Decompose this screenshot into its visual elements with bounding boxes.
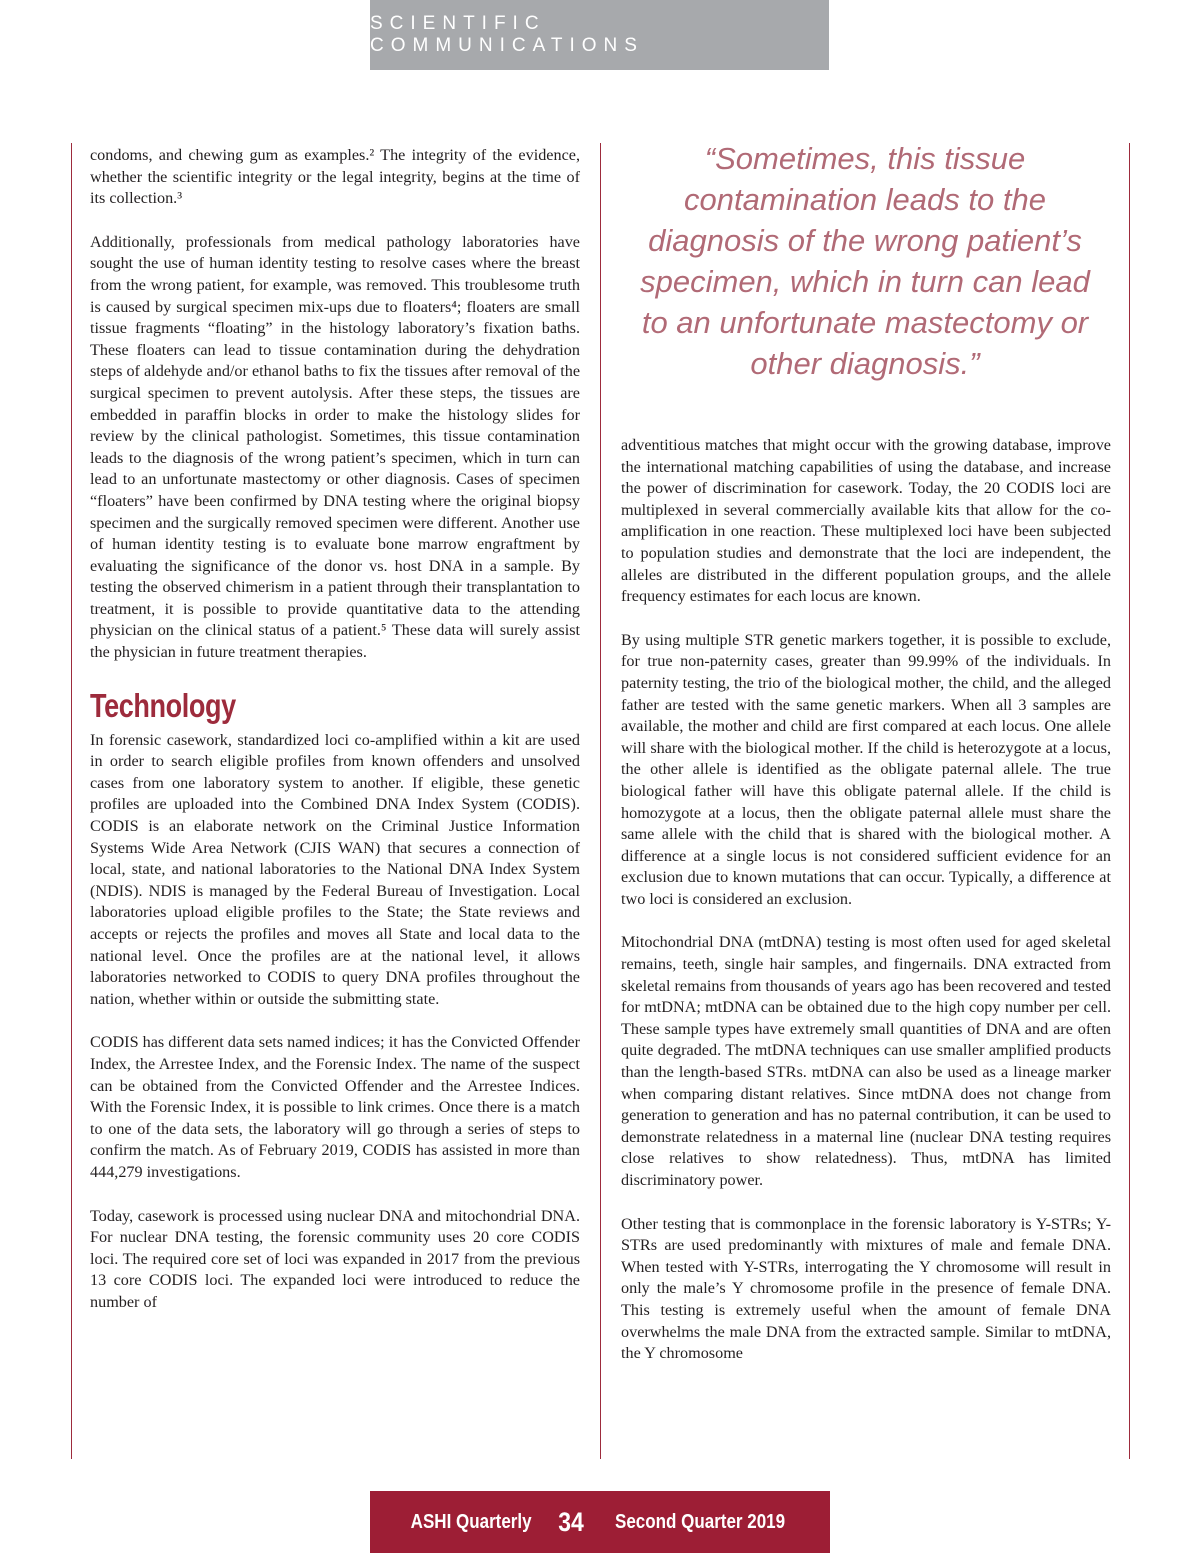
page-footer <box>370 1491 830 1553</box>
paragraph: In forensic casework, standardized loci co-amplified within a kit are used in order to search eligible profiles from known offenders and unsolved cases from one laboratory system to another. If eligible, these genetic profiles are uploaded into the Combined DNA Index System (CODIS). CODIS is an elaborate network on the Criminal Justice Information Systems Wide Area Network (CJIS WAN) that secures a connection of local, state, and national laboratories to the National DNA Index System (NDIS). NDIS is managed by the Federal Bureau of Investigation. Local laboratories upload eligible profiles to the State; the State reviews and accepts or rejects the profiles and moves all State and local data to the national level. Once the profiles are at the national level, it allows laboratories networked to CODIS to query DNA profiles throughout the nation, whether within or outside the submitting state. <box>90 730 580 1008</box>
pull-quote: “Sometimes, this tissue contamination leads to the diagnosis of the wrong patient’s specimen, which in turn can lead to an unfortunate mastectomy or other diagnosis.” <box>640 141 1090 381</box>
issue-date: Second Quarter 2019 <box>615 1510 786 1533</box>
paragraph: Today, casework is processed using nuclear DNA and mitochondrial DNA. For nuclear DNA testing, the forensic community uses 20 core CODIS loci. The required core set of loci was expanded in 2017 from the previous 13 core CODIS loci. The expanded loci were introduced to reduce the number of <box>90 1206 580 1311</box>
center-column-rule <box>600 143 601 1459</box>
paragraph: Mitochondrial DNA (mtDNA) testing is most often used for aged skeletal remains, teeth, single hair samples, and fingernails. DNA extracted from skeletal remains from thousands of years ago has been recovered and tested for mtDNA; mtDNA can be obtained due to the high copy number per cell. These sample types have extremely small quantities of DNA and are often quite degraded. The mtDNA techniques can use smaller amplified products than the length-based STRs. mtDNA can also be used as a lineage marker when comparing distant relatives. Since mtDNA does not change from generation to generation and has no paternal contribution, it can be used to demonstrate relatedness in a maternal line (nuclear DNA testing requires close relatives to show relatedness). Thus, mtDNA has limited discriminatory power. <box>621 933 1111 1189</box>
section-heading: Technology <box>90 686 236 724</box>
right-column-rule <box>1129 143 1130 1459</box>
paragraph: By using multiple STR genetic markers together, it is possible to exclude, for true non-paternity cases, greater than 99.99% of the individuals. In paternity testing, the trio of the biological mother, the child, and the alleged father are tested with the same genetic markers. When all 3 samples are available, the mother and child are first compared at each locus. One allele will share with the biological mother. If the child is heterozygote at a locus, the other allele is identified as the obligate paternal allele. The true biological father will have this obligate paternal allele. If the child is homozygote at a locus, then the obligate paternal allele must share the same allele with the child that is shared with the biological mother. A difference at a single locus is not considered sufficient evidence for an exclusion due to known mutations that can occur. Typically, a difference at two loci is considered an exclusion. <box>621 630 1111 908</box>
paragraph: Additionally, professionals from medical pathology laboratories have sought the use of human identity testing to resolve cases where the breast from the wrong patient, for example, was removed. This troublesome truth is caused by surgical specimen mix-ups due to floaters⁴; floaters are small tissue fragments “floating” in the histology laboratory’s fixation baths. These floaters can lead to tissue contamination during the dehydration steps of aldehyde and/or ethanol baths to fix the tissues after removal of the surgical specimen to prevent autolysis. After these steps, the tissues are embedded in paraffin blocks in order to make the histology slides for review by the clinical pathologist. Sometimes, this tissue contamination leads to the diagnosis of the wrong patient’s specimen, which in turn can lead to an unfortunate mastectomy or other diagnosis. Cases of specimen “floaters” have been confirmed by DNA testing where the original biopsy specimen and the surgically removed specimen were different. Another use of human identity testing is to evaluate bone marrow engraftment by evaluating the significance of the donor vs. host DNA in a sample. By testing the observed chimerism in a patient through their transplantation to treatment, it is possible to provide quantitative data to the attending physician on the clinical status of a patient.⁵ These data will surely assist the physician in future treatment therapies. <box>90 232 580 662</box>
right-column <box>621 435 1111 1365</box>
section-header <box>370 0 829 70</box>
paragraph: condoms, and chewing gum as examples.² The integrity of the evidence, whether the scientific integrity or the legal integrity, begins at the time of its collection.³ <box>90 146 580 208</box>
page-number: 34 <box>558 1506 584 1537</box>
left-column-rule <box>71 143 72 1459</box>
section-title: SCIENTIFIC COMMUNICATIONS <box>370 13 644 56</box>
paragraph: CODIS has different data sets named indices; it has the Convicted Offender Index, the Arrestee Index, and the Forensic Index. The name of the suspect can be obtained from the Convicted Offender and the Arrestee Indices. With the Forensic Index, it is possible to link crimes. Once there is a match to one of the data sets, the laboratory will go through a series of steps to confirm the match. As of February 2019, CODIS has assisted in more than 444,279 investigations. <box>90 1033 580 1181</box>
paragraph: Other testing that is commonplace in the forensic laboratory is Y-STRs; Y-STRs are used predominantly with mixtures of male and female DNA. When tested with Y-STRs, interrogating the Y chromosome will result in only the male’s Y chromosome profile in the presence of female DNA. This testing is extremely useful when the amount of female DNA overwhelms the male DNA from the extracted sample. Similar to mtDNA, the Y chromosome <box>621 1214 1111 1363</box>
paragraph: adventitious matches that might occur with the growing database, improve the international matching capabilities of using the database, and increase the power of discrimination for casework. Today, the 20 CODIS loci are multiplexed in several commercially available kits that allow for the co-amplification in one reaction. These multiplexed loci have been subjected to population studies and demonstrate that the loci are independent, the alleles are distributed in the different population groups, and the allele frequency estimates for each locus are known. <box>621 436 1111 606</box>
publication-name: ASHI Quarterly <box>410 1510 532 1533</box>
left-column <box>90 145 580 1314</box>
